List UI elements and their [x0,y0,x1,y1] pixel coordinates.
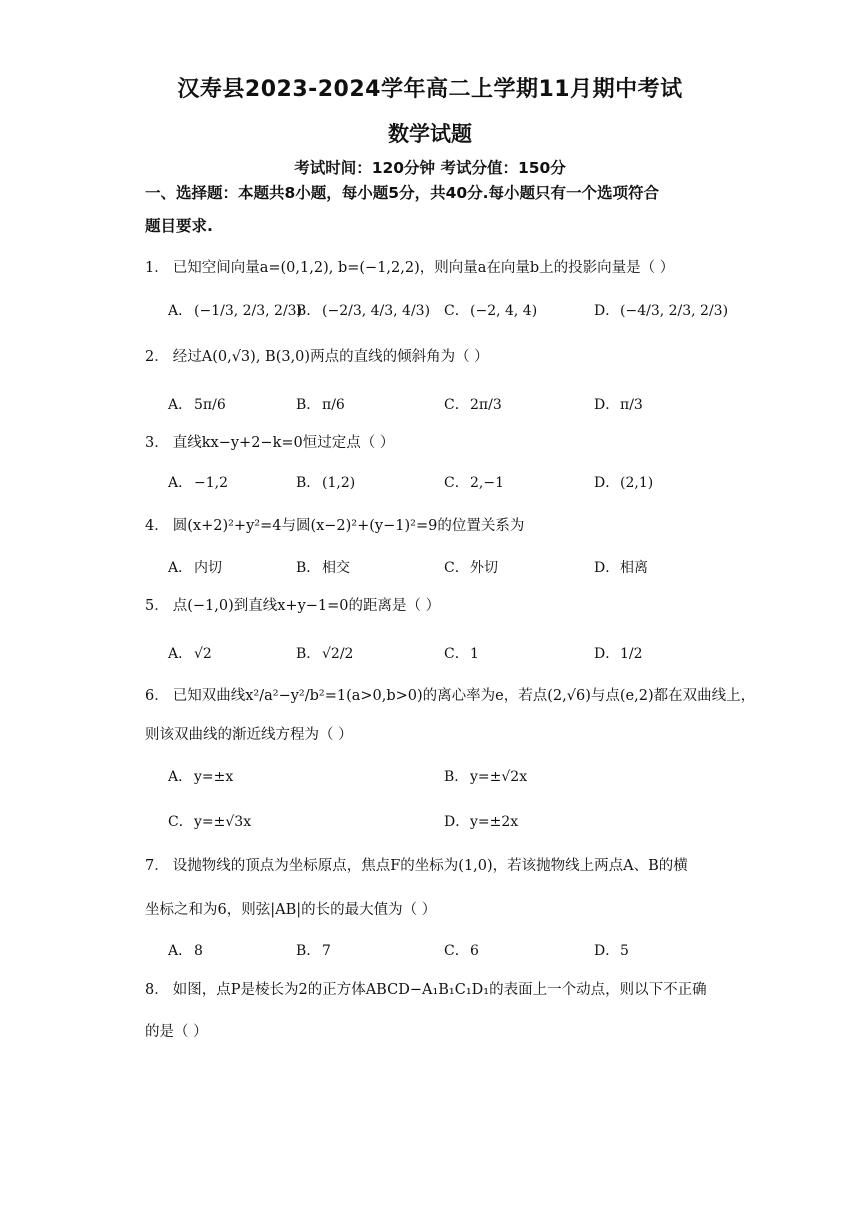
question-text-line-1: 设抛物线的顶点为坐标原点，焦点F的坐标为(1,0)，若该抛物线上两点A、B的横 [172,858,688,874]
option-b[interactable]: B． √2/2 [296,646,354,662]
option-d[interactable]: D．相离 [594,560,648,576]
question-number: 7． [145,858,169,874]
question-text: 经过A(0,√3), B(3,0)两点的直线的倾斜角为（ ） [172,349,489,365]
option-c[interactable]: C．外切 [444,560,498,576]
question-number: 3． [145,435,169,451]
question-4 [145,516,725,536]
section-heading [145,177,725,243]
question-number: 2． [145,349,169,365]
question-text-line-1: 如图，点P是棱长为2的正方体ABCD−A₁B₁C₁D₁的表面上一个动点，则以下不正确 [172,982,707,998]
question-number: 4． [145,518,169,534]
question-2 [145,347,725,367]
question-text: 圆(x+2)²+y²=4与圆(x−2)²+(y−1)²=9的位置关系为 [172,518,525,534]
option-d[interactable]: D．(2,1) [594,475,654,491]
option-b[interactable]: B． (−2/3, 4/3, 4/3) [296,303,431,319]
section-heading-line-1: 一、选择题：本题共8小题，每小题5分，共40分.每小题只有一个选项符合 [145,184,660,202]
question-text-line-2: 的是（ ） [145,1024,208,1040]
question-text: 直线kx−y+2−k=0恒过定点（ ） [172,435,395,451]
option-c[interactable]: C．6 [444,943,479,959]
question-number: 1． [145,260,169,276]
option-c[interactable]: C．2π/3 [444,397,502,413]
question-3 [145,433,725,453]
question-6-continued [145,725,725,745]
option-d[interactable]: D．1/2 [594,646,643,662]
option-c[interactable]: C．y=±√3x [168,814,252,830]
page-subtitle: 数学试题 [388,122,472,146]
page-title: 汉寿县2023-2024学年高二上学期11月期中考试 [177,77,683,102]
question-text-line-1: 已知双曲线x²/a²−y²/b²=1(a>0,b>0)的离心率为e，若点(2,√6)与点(e,2)都在双曲线上， [172,688,756,704]
option-b[interactable]: B． 7 [296,943,331,959]
option-a[interactable]: A． y=±x [168,769,234,785]
question-8 [145,980,725,1000]
option-c[interactable]: C．2,−1 [444,475,504,491]
option-c[interactable]: C．(−2, 4, 4) [444,303,538,319]
option-a[interactable]: A． 5π/6 [168,397,226,413]
question-text-line-2: 坐标之和为6，则弦|AB|的长的最大值为（ ） [145,902,437,918]
option-d[interactable]: D．5 [594,943,629,959]
question-8-continued [145,1022,725,1042]
option-c[interactable]: C．1 [444,646,479,662]
option-a[interactable]: A． −1,2 [168,475,228,491]
option-a[interactable]: A． 8 [168,943,203,959]
option-a[interactable]: A． 内切 [168,560,222,576]
question-7 [145,856,725,876]
question-text-line-2: 则该双曲线的渐近线方程为（ ） [145,727,353,743]
option-d[interactable]: D．π/3 [594,397,643,413]
option-d[interactable]: D．y=±2x [444,814,519,830]
question-number: 6． [145,688,169,704]
option-b[interactable]: B． y=±√2x [444,769,528,785]
exam-info: 考试时间：120分钟 考试分值：150分 [294,159,566,177]
section-heading-line-2: 题目要求. [145,217,213,235]
question-7-continued [145,900,725,920]
option-b[interactable]: B． (1,2) [296,475,356,491]
question-text: 点(−1,0)到直线x+y−1=0的距离是（ ） [172,598,441,614]
option-a[interactable]: A． √2 [168,646,212,662]
question-number: 5． [145,598,169,614]
question-number: 8． [145,982,169,998]
question-5 [145,596,725,616]
option-d[interactable]: D．(−4/3, 2/3, 2/3) [594,303,729,319]
option-b[interactable]: B． π/6 [296,397,345,413]
option-b[interactable]: B． 相交 [296,560,350,576]
option-a[interactable]: A． (−1/3, 2/3, 2/3) [168,303,303,319]
question-6 [145,686,756,706]
question-text: 已知空间向量a=(0,1,2), b=(−1,2,2)，则向量a在向量b上的投影向量是（ ） [172,260,675,276]
question-1 [145,258,725,278]
